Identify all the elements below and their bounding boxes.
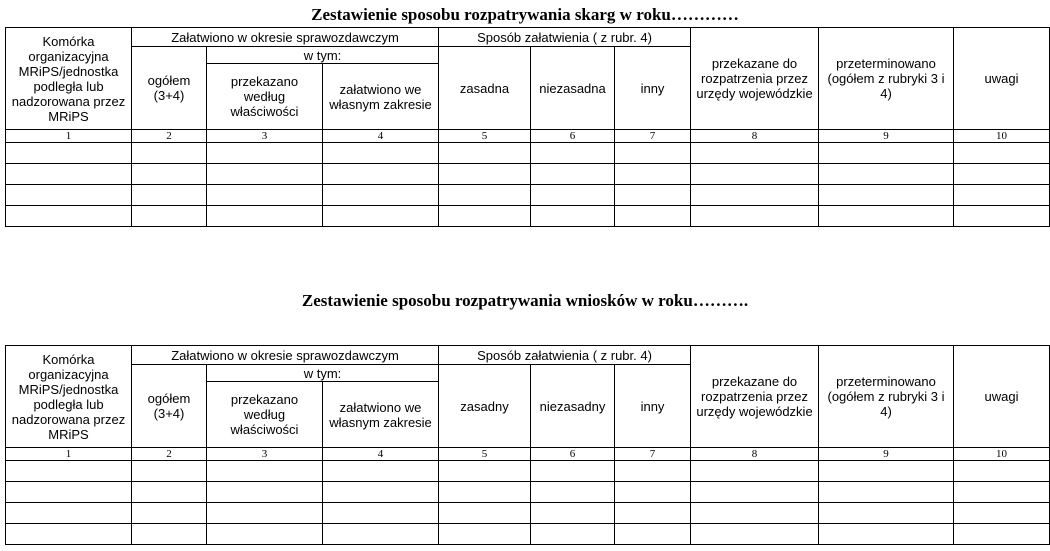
- header-method: Sposób załatwienia ( z rubr. 4): [439, 346, 691, 365]
- table-row: [6, 164, 1050, 185]
- column-number: 1: [6, 448, 132, 461]
- table-cell[interactable]: [531, 164, 615, 185]
- table-cell[interactable]: [819, 524, 954, 545]
- table-cell[interactable]: [132, 206, 207, 227]
- table-cell[interactable]: [954, 524, 1050, 545]
- table-cell[interactable]: [531, 461, 615, 482]
- column-number: 10: [954, 130, 1050, 143]
- complaints-table-title: Zestawienie sposobu rozpatrywania skarg w roku…………: [311, 5, 739, 24]
- table-row: [6, 524, 1050, 545]
- table-cell[interactable]: [323, 185, 439, 206]
- header-of-which: w tym:: [207, 365, 439, 382]
- table-cell[interactable]: [439, 185, 531, 206]
- header-other: inny: [615, 47, 691, 130]
- header-total: ogółem (3+4): [132, 365, 207, 448]
- table-cell[interactable]: [132, 143, 207, 164]
- table-cell[interactable]: [615, 143, 691, 164]
- table-cell[interactable]: [207, 164, 323, 185]
- table-cell[interactable]: [323, 524, 439, 545]
- table-cell[interactable]: [691, 461, 819, 482]
- table-row: [6, 503, 1050, 524]
- header-resolved-period: Załatwiono w okresie sprawozdawczym: [132, 28, 439, 47]
- table-cell[interactable]: [207, 185, 323, 206]
- requests-table-title: Zestawienie sposobu rozpatrywania wniosków w roku……….: [301, 291, 749, 310]
- column-number: 2: [132, 130, 207, 143]
- column-number: 4: [323, 130, 439, 143]
- table-cell[interactable]: [439, 143, 531, 164]
- header-overdue: przeterminowano (ogółem z rubryki 3 i 4): [819, 346, 954, 448]
- table-cell[interactable]: [439, 206, 531, 227]
- table-cell[interactable]: [531, 143, 615, 164]
- table-cell[interactable]: [439, 503, 531, 524]
- column-number: 9: [819, 448, 954, 461]
- table-cell[interactable]: [6, 143, 132, 164]
- header-own-scope: załatwiono we własnym zakresie: [323, 382, 439, 448]
- header-remarks: uwagi: [954, 28, 1050, 130]
- header-unit: Komórka organizacyjna MRiPS/jednostka podległa lub nadzorowana przez MRiPS: [6, 28, 132, 130]
- table-row: [6, 482, 1050, 503]
- header-forwarded: przekazane do rozpatrzenia przez urzędy wojewódzkie: [691, 346, 819, 448]
- table-cell[interactable]: [615, 482, 691, 503]
- table-cell[interactable]: [615, 461, 691, 482]
- table-cell[interactable]: [531, 185, 615, 206]
- table-cell[interactable]: [439, 524, 531, 545]
- table-cell[interactable]: [691, 503, 819, 524]
- table-cell[interactable]: [207, 503, 323, 524]
- table-cell[interactable]: [6, 185, 132, 206]
- table-cell[interactable]: [691, 143, 819, 164]
- column-number: 7: [615, 448, 691, 461]
- header-unjustified: niezasadny: [531, 365, 615, 448]
- column-number: 8: [691, 130, 819, 143]
- table-cell[interactable]: [691, 206, 819, 227]
- requests-table: [5, 345, 1050, 545]
- table-cell[interactable]: [691, 185, 819, 206]
- column-number: 8: [691, 448, 819, 461]
- table-cell[interactable]: [207, 461, 323, 482]
- column-number: 5: [439, 130, 531, 143]
- table-cell[interactable]: [323, 206, 439, 227]
- table-cell[interactable]: [132, 164, 207, 185]
- column-number: 10: [954, 448, 1050, 461]
- column-number: 9: [819, 130, 954, 143]
- table-cell[interactable]: [819, 206, 954, 227]
- table-cell[interactable]: [207, 482, 323, 503]
- column-number: 7: [615, 130, 691, 143]
- table-row: [6, 461, 1050, 482]
- table-cell[interactable]: [132, 503, 207, 524]
- header-justified: zasadny: [439, 365, 531, 448]
- table-cell[interactable]: [132, 482, 207, 503]
- header-transferred: przekazano według właściwości: [207, 64, 323, 130]
- header-resolved-period: Załatwiono w okresie sprawozdawczym: [132, 346, 439, 365]
- table-row: [6, 143, 1050, 164]
- table-cell[interactable]: [954, 185, 1050, 206]
- table-cell[interactable]: [819, 185, 954, 206]
- table-cell[interactable]: [615, 524, 691, 545]
- table-cell[interactable]: [323, 482, 439, 503]
- column-number: 3: [207, 448, 323, 461]
- complaints-table: [5, 27, 1050, 227]
- header-transferred: przekazano według właściwości: [207, 382, 323, 448]
- header-unjustified: niezasadna: [531, 47, 615, 130]
- column-number: 6: [531, 448, 615, 461]
- table-cell[interactable]: [6, 461, 132, 482]
- header-remarks: uwagi: [954, 346, 1050, 448]
- table-cell[interactable]: [439, 461, 531, 482]
- header-unit: Komórka organizacyjna MRiPS/jednostka podległa lub nadzorowana przez MRiPS: [6, 346, 132, 448]
- table-cell[interactable]: [6, 524, 132, 545]
- table-cell[interactable]: [615, 206, 691, 227]
- header-of-which: w tym:: [207, 47, 439, 64]
- table-cell[interactable]: [615, 164, 691, 185]
- table-cell[interactable]: [954, 461, 1050, 482]
- table-cell[interactable]: [531, 206, 615, 227]
- table-cell[interactable]: [819, 503, 954, 524]
- table-cell[interactable]: [207, 524, 323, 545]
- table-cell[interactable]: [323, 164, 439, 185]
- table-cell[interactable]: [132, 524, 207, 545]
- table-cell[interactable]: [819, 164, 954, 185]
- column-number: 1: [6, 130, 132, 143]
- table-cell[interactable]: [207, 143, 323, 164]
- table-cell[interactable]: [954, 482, 1050, 503]
- table-cell[interactable]: [439, 164, 531, 185]
- table-cell[interactable]: [954, 503, 1050, 524]
- table-cell[interactable]: [207, 206, 323, 227]
- table-cell[interactable]: [691, 164, 819, 185]
- table-cell[interactable]: [323, 461, 439, 482]
- table-cell[interactable]: [819, 143, 954, 164]
- header-justified: zasadna: [439, 47, 531, 130]
- column-number: 3: [207, 130, 323, 143]
- table-cell[interactable]: [615, 503, 691, 524]
- table-row: [6, 185, 1050, 206]
- column-number: 6: [531, 130, 615, 143]
- table-cell[interactable]: [6, 482, 132, 503]
- column-number: 5: [439, 448, 531, 461]
- table-cell[interactable]: [6, 206, 132, 227]
- table-cell[interactable]: [439, 482, 531, 503]
- table-cell[interactable]: [132, 185, 207, 206]
- table-cell[interactable]: [323, 143, 439, 164]
- column-number: 2: [132, 448, 207, 461]
- table-cell[interactable]: [531, 503, 615, 524]
- header-overdue: przeterminowano (ogółem z rubryki 3 i 4): [819, 28, 954, 130]
- table-cell[interactable]: [323, 503, 439, 524]
- table-cell[interactable]: [691, 524, 819, 545]
- header-own-scope: załatwiono we własnym zakresie: [323, 64, 439, 130]
- table-cell[interactable]: [531, 482, 615, 503]
- table-cell[interactable]: [954, 143, 1050, 164]
- table-row: [6, 206, 1050, 227]
- table-cell[interactable]: [531, 524, 615, 545]
- column-number: 4: [323, 448, 439, 461]
- table-cell[interactable]: [132, 461, 207, 482]
- header-method: Sposób załatwienia ( z rubr. 4): [439, 28, 691, 47]
- table-cell[interactable]: [6, 164, 132, 185]
- header-other: inny: [615, 365, 691, 448]
- table-cell[interactable]: [615, 185, 691, 206]
- table-cell[interactable]: [819, 482, 954, 503]
- table-cell[interactable]: [954, 164, 1050, 185]
- table-cell[interactable]: [691, 482, 819, 503]
- header-forwarded: przekazane do rozpatrzenia przez urzędy wojewódzkie: [691, 28, 819, 130]
- table-cell[interactable]: [819, 461, 954, 482]
- header-total: ogółem (3+4): [132, 47, 207, 130]
- table-cell[interactable]: [954, 206, 1050, 227]
- table-cell[interactable]: [6, 503, 132, 524]
